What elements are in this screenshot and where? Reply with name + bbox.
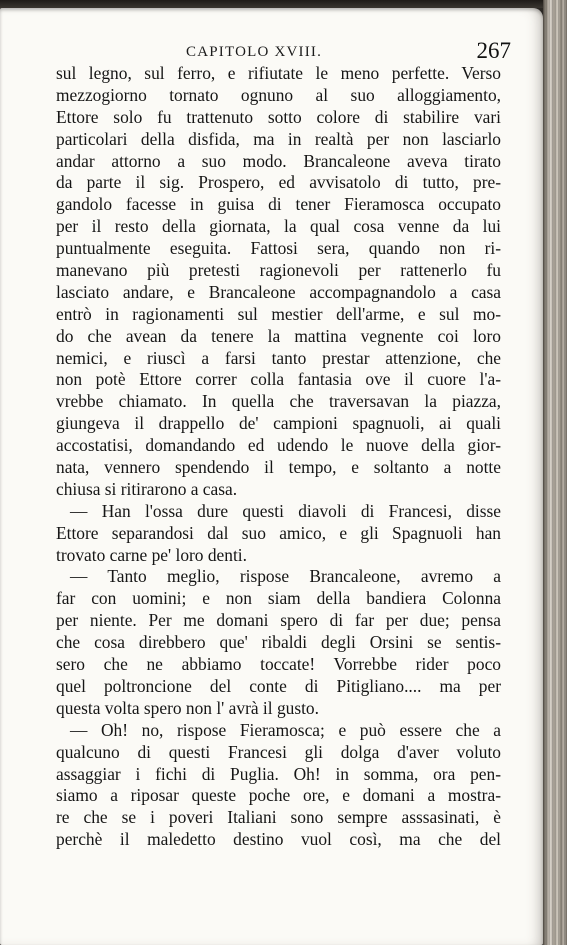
text-line: nata, vennero spendendo il tempo, e soltanto a notte <box>56 457 501 478</box>
text-line: puntualmente eseguita. Fattosi sera, quando non ri- <box>56 238 501 259</box>
text-line: far con uomini; e non siam della bandiera Colonna <box>56 588 501 609</box>
text-line: — Han l'ossa dure questi diavoli di Francesi, disse <box>70 500 501 521</box>
text-line: entrò in ragionamenti sul mestier dell'arme, e sul mo- <box>56 303 501 324</box>
text-line: accostatisi, domandando ed udendo le nuove della gior- <box>56 435 501 456</box>
body-text <box>56 63 501 851</box>
text-line: particolari della disfida, ma in realtà per non lasciarlo <box>56 128 501 149</box>
book-fore-edge <box>543 0 567 945</box>
text-line: — Tanto meglio, rispose Brancaleone, avremo a <box>70 566 501 587</box>
text-line: assaggiar i fichi di Puglia. Oh! in somma, ora pen- <box>56 763 501 784</box>
text-line: andar attorno a suo modo. Brancaleone aveva tirato <box>56 150 501 171</box>
text-line: chiusa si ritirarono a casa. <box>56 478 238 499</box>
text-line: nemici, e riuscì a farsi tanto prestar attenzione, che <box>56 347 501 368</box>
text-line: per il resto della giornata, la qual cosa venne da lui <box>56 216 501 237</box>
text-line: gandolo facesse in guisa di tener Fieramosca occupato <box>56 194 501 215</box>
text-line: sero che ne abbiamo toccate! Vorrebbe rider poco <box>56 654 501 675</box>
text-line: da parte il sig. Prospero, ed avvisatolo di tutto, pre- <box>56 172 501 193</box>
text-line: che cosa direbbero que' ribaldi degli Orsini se sentis- <box>56 632 501 653</box>
text-line: giungeva il drappello de' campioni spagnuoli, ai quali <box>56 413 501 434</box>
text-line: questa volta spero non l' avrà il gusto. <box>56 697 319 718</box>
page-number: 267 <box>476 38 511 63</box>
text-line: qualcuno di questi Francesi gli dolga d'aver voluto <box>56 741 501 762</box>
running-head: CAPITOLO XVIII. <box>186 44 323 60</box>
book-top-shadow <box>0 0 567 8</box>
text-line: mezzogiorno tornato ognuno al suo alloggiamento, <box>56 84 501 105</box>
text-line: perchè il maledetto destino vuol così, ma che del <box>56 829 501 850</box>
text-line: Ettore separandosi dal suo amico, e gli Spagnuoli han <box>56 522 501 543</box>
text-line: Ettore solo fu trattenuto sotto colore di stabilire vari <box>56 106 501 127</box>
text-line: lasciato andare, e Brancaleone accompagnandolo a casa <box>56 281 501 302</box>
text-line: quel poltroncione del conte di Pitigliano.... ma per <box>56 675 501 696</box>
text-line: non potè Ettore correr colla fantasia ove il cuore l'a- <box>56 369 501 390</box>
text-line: siamo a riposar queste poche ore, e domani a mostra- <box>56 785 501 806</box>
text-line: manevano più pretesti ragionevoli per rattenerlo fu <box>56 260 501 281</box>
text-line: per niente. Per me domani spero di far per due; pensa <box>56 610 501 631</box>
text-line: re che se i poveri Italiani sono sempre asssasinati, è <box>56 807 501 828</box>
text-line: trovato carne pe' loro denti. <box>56 544 247 565</box>
text-line: sul legno, sul ferro, e rifiutate le meno perfette. Verso <box>56 63 501 83</box>
text-line: — Oh! no, rispose Fieramosca; e può essere che a <box>70 719 501 740</box>
text-line: do che avean da tenere la mattina vegnente coi loro <box>56 325 501 346</box>
text-line: vrebbe chiamato. In quella che traversavan la piazza, <box>56 391 501 412</box>
